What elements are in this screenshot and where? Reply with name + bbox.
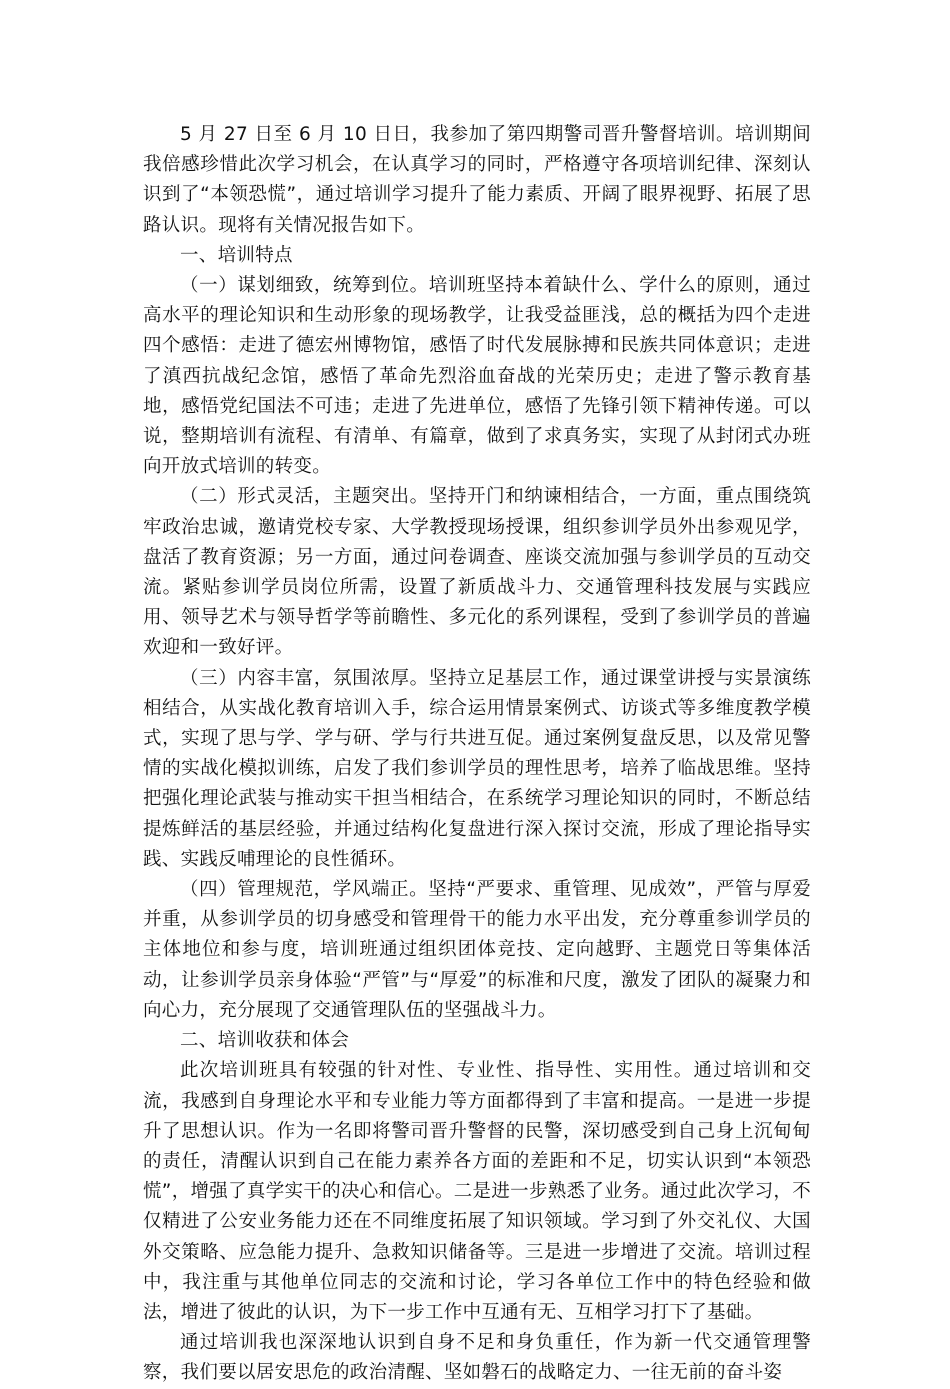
paragraph-format: （二）形式灵活，主题突出。坚持开门和纳谏相结合，一方面，重点围绕筑牢政治忠诚，邀请党校专家、大学教授现场授课，组织参训学员外出参观见学，盘活了教育资源；另一方面，通过问卷调查、座谈交流加强与参训学员的互动交流。紧贴参训学员岗位所需，设置了新质战斗力、交通管理科技发展与实践应用、领导艺术与领导哲学等前瞻性、多元化的系列课程，受到了参训学员的普遍欢迎和一致好评。 [143, 486, 811, 659]
document-page [143, 120, 811, 1389]
paragraph-management: （四）管理规范，学风端正。坚持“严要求、重管理、见成效”，严管与厚爱并重，从参训学员的切身感受和管理骨干的能力水平出发，充分尊重参训学员的主体地位和参与度，培训班通过组织团体竞技、定向越野、主题党日等集体活动，让参训学员亲身体验“严管”与“厚爱”的标准和尺度，激发了团队的凝聚力和向心力，充分展现了交通管理队伍的坚强战斗力。 [143, 879, 811, 1021]
paragraph-intro: 5 月 27 日至 6 月 10 日日，我参加了第四期警司晋升警督培训。培训期间我倍感珍惜此次学习机会，在认真学习的同时，严格遵守各项培训纪律、深刻认识到了“本领恐慌”，通过培训学习提升了能力素质、开阔了眼界视野、拓展了思路认识。现将有关情况报告如下。 [143, 124, 811, 236]
section-heading-gains: 二、培训收获和体会 [180, 1030, 350, 1052]
paragraph-gains: 此次培训班具有较强的针对性、专业性、指导性、实用性。通过培训和交流，我感到自身理论水平和专业能力等方面都得到了丰富和提高。一是进一步提升了思想认识。作为一名即将警司晋升警督的民警，深切感受到自己身上沉甸甸的责任，清醒认识到自己在能力素养各方面的差距和不足，切实认识到“本领恐慌”，增强了真学实干的决心和信心。二是进一步熟悉了业务。通过此次学习，不仅精进了公安业务能力还在不同维度拓展了知识领域。学习到了外交礼仪、大国外交策略、应急能力提升、急救知识储备等。三是进一步增进了交流。培训过程中，我注重与其他单位同志的交流和讨论，学习各单位工作中的特色经验和做法，增进了彼此的认识，为下一步工作中互通有无、互相学习打下了基础。 [143, 1060, 811, 1323]
paragraph-content: （三）内容丰富，氛围浓厚。坚持立足基层工作，通过课堂讲授与实景演练相结合，从实战化教育培训入手，综合运用情景案例式、访谈式等多维度教学模式，实现了思与学、学与研、学与行共进互促。通过案例复盘反思，以及常见警情的实战化模拟训练，启发了我们参训学员的理性思考，培养了临战思维。坚持把强化理论武装与推动实干担当相结合，在系统学习理论知识的同时，不断总结提炼鲜活的基层经验，并通过结构化复盘进行深入探讨交流，形成了理论指导实践、实践反哺理论的良性循环。 [143, 667, 811, 870]
paragraph-conclusion: 通过培训我也深深地认识到自身不足和身负重任，作为新一代交通管理警察，我们要以居安思危的政治清醒、坚如磐石的战略定力、一往无前的奋斗姿 [143, 1332, 811, 1384]
paragraph-planning: （一）谋划细致，统筹到位。培训班坚持本着缺什么、学什么的原则，通过高水平的理论知识和生动形象的现场教学，让我受益匪浅，总的概括为四个走进四个感悟：走进了德宏州博物馆，感悟了时代发展脉搏和民族共同体意识；走进了滇西抗战纪念馆，感悟了革命先烈浴血奋战的光荣历史；走进了警示教育基地，感悟党纪国法不可违；走进了先进单位，感悟了先锋引领下精神传递。可以说，整期培训有流程、有清单、有篇章，做到了求真务实，实现了从封闭式办班向开放式培训的转变。 [143, 275, 811, 478]
section-heading-training-features: 一、培训特点 [180, 244, 293, 266]
